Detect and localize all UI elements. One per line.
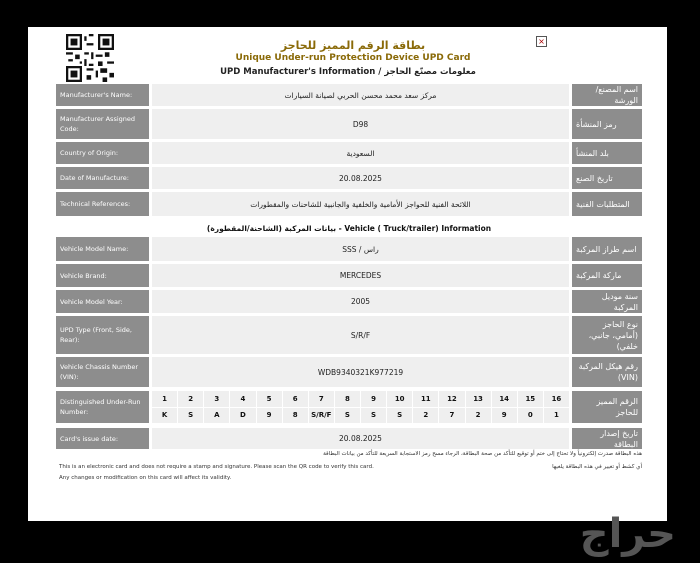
field-label: Vehicle Model Year:: [56, 290, 149, 313]
field-value: اللائحة الفنية للحواجز الأمامية والخلفية والجانبية للشاحنات والمقطورات: [152, 192, 569, 216]
field-label-ar: بلد المنشأ: [572, 142, 642, 164]
character-cell: 1: [544, 408, 569, 424]
character-cell: A: [204, 408, 229, 424]
character-cell: D: [230, 408, 255, 424]
field-value: 2005: [152, 290, 569, 313]
field-label-ar: تاريخ الصنع: [572, 167, 642, 189]
character-cell: S: [335, 408, 360, 424]
character-cell: 2: [413, 408, 438, 424]
field-label: Country of Origin:: [56, 142, 149, 164]
field-label-ar: ماركة المركبة: [572, 264, 642, 287]
character-cell: 9: [492, 408, 517, 424]
manufacturer-code-row: [56, 109, 642, 139]
position-cell: 11: [413, 391, 438, 407]
position-cell: 4: [230, 391, 255, 407]
field-label: Date of Manufacture:: [56, 167, 149, 189]
position-cell: 8: [335, 391, 360, 407]
field-label-ar: تاريخ إصدار البطاقة: [572, 428, 642, 449]
field-label-ar: رمز المنشأة: [572, 109, 642, 139]
technical-references-row: [56, 192, 642, 216]
upd-card: [28, 27, 667, 521]
distinguished-number-grid: [152, 391, 569, 423]
vehicle-model-name-row: [56, 237, 642, 261]
distinguished-number-row: [56, 391, 642, 423]
note-en-1: This is an electronic card and does not require a stamp and signature. Please scan the QR code to verify this card.: [59, 464, 374, 470]
position-cell: 10: [387, 391, 412, 407]
position-cell: 5: [257, 391, 282, 407]
position-cell: 9: [361, 391, 386, 407]
vehicle-brand-row: [56, 264, 642, 287]
date-of-manufacture-row: [56, 167, 642, 189]
card-title-ar: بطاقة الرقم المميز للحاجز: [280, 39, 426, 52]
position-cell: 13: [466, 391, 491, 407]
character-cell: S/R/F: [309, 408, 334, 424]
character-cell: 9: [257, 408, 282, 424]
country-of-origin-row: [56, 142, 642, 164]
position-cell: 6: [283, 391, 308, 407]
field-label: Technical References:: [56, 192, 149, 216]
note-en-2: Any changes or modification on this card will affect its validity.: [59, 475, 232, 481]
character-cell: 2: [466, 408, 491, 424]
field-label: UPD Type (Front, Side, Rear):: [56, 316, 149, 354]
note-ar-1: هذه البطاقة صدرت إلكترونياً ولا تحتاج إلى ختم أو توقيع للتأكد من صحة البطاقة، الرجاء مسح رمز الاستجابة السريعة للتأكد من بيانات البطاقة: [323, 451, 642, 457]
character-cell: 7: [439, 408, 464, 424]
field-label-ar: اسم المصنع/الورشة: [572, 84, 642, 106]
position-cell: 2: [178, 391, 203, 407]
field-label: Vehicle Brand:: [56, 264, 149, 287]
upd-type-row: [56, 316, 642, 354]
field-value: SSS / راس: [152, 237, 569, 261]
field-label: Vehicle Model Name:: [56, 237, 149, 261]
vehicle-info-heading: بيانات المركبة (الشاحنة/المقطورة) - Vehicle ( Truck/trailer) Information: [206, 224, 492, 233]
character-cell: S: [387, 408, 412, 424]
field-label: Card's issue date:: [56, 428, 149, 449]
position-cell: 12: [439, 391, 464, 407]
field-value: السعودية: [152, 142, 569, 164]
vehicle-model-year-row: [56, 290, 642, 313]
field-label-ar: الرقم المميز للحاجز: [572, 391, 642, 423]
manufacturer-info-heading: UPD Manufacturer's Information / معلومات مصنّع الحاجز: [220, 67, 476, 77]
position-cell: 15: [518, 391, 543, 407]
field-label: Manufacturer Assigned Code:: [56, 109, 149, 139]
character-cell: 8: [283, 408, 308, 424]
character-cell: S: [361, 408, 386, 424]
haraj-watermark: حراج: [579, 511, 676, 557]
manufacturer-name-row: [56, 84, 642, 106]
field-value: D98: [152, 109, 569, 139]
character-cell: S: [178, 408, 203, 424]
field-label-ar: المتطلبات الفنية: [572, 192, 642, 216]
field-value: 20.08.2025: [152, 167, 569, 189]
field-label-ar: نوع الحاجز (أمامي، جانبي، خلفي): [572, 316, 642, 354]
position-cell: 14: [492, 391, 517, 407]
character-cell: K: [152, 408, 177, 424]
field-label-ar: رقم هيكل المركبة (VIN): [572, 357, 642, 387]
card-title-en: Unique Under-run Protection Device UPD Card: [235, 53, 471, 63]
field-value: مركز سعد محمد محسن الحربي لصيانة السيارات: [152, 84, 569, 106]
field-label: Vehicle Chassis Number (VIN):: [56, 357, 149, 387]
field-value: 20.08.2025: [152, 428, 569, 449]
position-cell: 16: [544, 391, 569, 407]
field-label: Manufacturer's Name:: [56, 84, 149, 106]
field-label-ar: اسم طراز المركبة: [572, 237, 642, 261]
issue-date-row: [56, 428, 642, 449]
note-ar-2: أي كشط أو تغيير في هذه البطاقة يلغيها: [552, 464, 642, 470]
position-cell: 7: [309, 391, 334, 407]
character-cell: 0: [518, 408, 543, 424]
field-value: S/R/F: [152, 316, 569, 354]
field-label: Distinguished Under-Run Number:: [56, 391, 149, 423]
field-value: MERCEDES: [152, 264, 569, 287]
position-cell: 1: [152, 391, 177, 407]
qr-code-icon[interactable]: [66, 34, 114, 82]
close-icon[interactable]: ×: [536, 36, 547, 47]
position-cell: 3: [204, 391, 229, 407]
field-label-ar: سنة موديل المركبة: [572, 290, 642, 313]
field-value: WDB9340321K977219: [152, 357, 569, 387]
chassis-number-row: [56, 357, 642, 387]
